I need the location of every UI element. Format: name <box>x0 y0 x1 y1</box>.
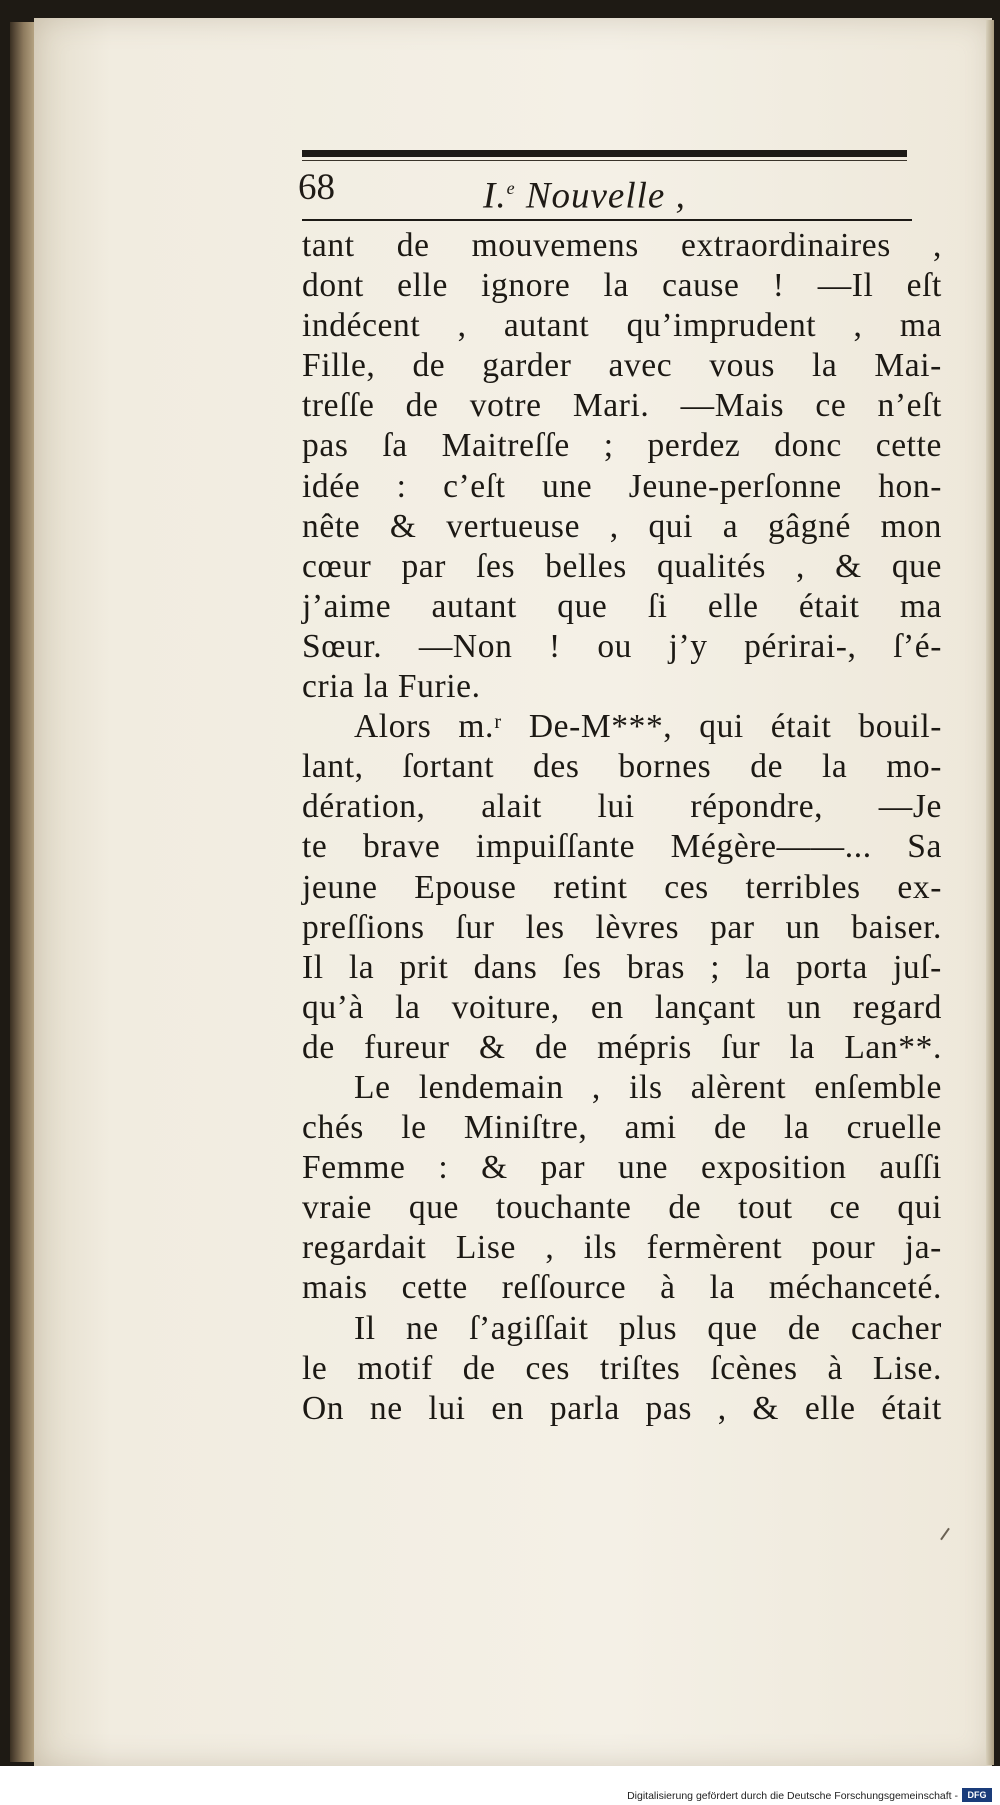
text-line: le motif de ces triſtes ſcènes à Lise. <box>302 1349 942 1387</box>
running-head-sup: e <box>506 178 516 198</box>
header-rule-top <box>302 150 907 157</box>
running-head-numeral: I. <box>483 175 507 217</box>
text-line: Il la prit dans ſes bras ; la porta juſ- <box>302 948 942 986</box>
running-head <box>483 160 686 224</box>
text-line: chés le Miniſtre, ami de la cruelle <box>302 1109 942 1147</box>
digitization-credit: Digitalisierung gefördert durch die Deutsche Forschungsgemeinschaft - <box>627 1790 958 1802</box>
text-line: cria la Furie. <box>302 668 481 706</box>
text-line: dont elle ignore la cause ! —Il eſt <box>302 267 942 305</box>
text-line: indécent , autant qu’imprudent , ma <box>302 307 942 345</box>
text-line: lant, ſortant des bornes de la mo- <box>302 748 942 786</box>
text-line: idée : c’eſt une Jeune-perſonne hon- <box>302 467 942 505</box>
text-line: cœur par ſes belles qualités , & que <box>302 547 942 585</box>
text-line: pas ſa Maitreſſe ; perdez donc cette <box>302 427 942 465</box>
page-right-edge <box>986 20 994 1765</box>
text-line: vraie que touchante de tout ce qui <box>302 1189 942 1227</box>
dfg-logo-icon: DFG <box>962 1788 992 1802</box>
text-line: Il ne ſ’agiſſait plus que de cacher <box>354 1309 942 1347</box>
header-rule-bottom <box>302 219 912 221</box>
text-line: preſſions ſur les lèvres par un baiser. <box>302 908 942 946</box>
page-header <box>298 160 918 220</box>
running-head-title: Nouvelle , <box>515 175 686 217</box>
text-line: jeune Epouse retint ces terribles ex- <box>302 868 942 906</box>
text-line: dération, alait lui répondre, —Je <box>302 788 942 826</box>
text-line: tant de mouvemens extraordinaires , <box>302 227 942 264</box>
text-line: qu’à la voiture, en lançant un regard <box>302 988 942 1026</box>
body-text <box>302 226 942 1429</box>
text-line: te brave impuiſſante Mégère——... Sa <box>302 828 942 866</box>
text-line: j’aime autant que ſi elle était ma <box>302 587 942 625</box>
text-line: Le lendemain , ils alèrent enſemble <box>354 1068 942 1106</box>
text-line: Fille, de garder avec vous la Mai- <box>302 347 942 385</box>
text-line: nête & vertueuse , qui a gâgné mon <box>302 507 942 545</box>
text-line: treſſe de votre Mari. —Mais ce n’eſt <box>302 387 942 425</box>
text-line: regardait Lise , ils fermèrent pour ja- <box>302 1229 942 1267</box>
text-line: On ne lui en parla pas , & elle était <box>302 1389 942 1427</box>
page-number: 68 <box>298 167 335 208</box>
text-line: Alors m.ʳ De-M***, qui était bouil- <box>354 708 942 746</box>
text-line: de fureur & de mépris ſur la Lan**. <box>302 1028 942 1066</box>
text-line: Femme : & par une exposition auſſi <box>302 1149 942 1187</box>
text-line: mais cette reſſource à la méchanceté. <box>302 1269 942 1307</box>
text-line: Sœur. —Non ! ou j’y périrai-, ſ’é- <box>302 627 942 665</box>
